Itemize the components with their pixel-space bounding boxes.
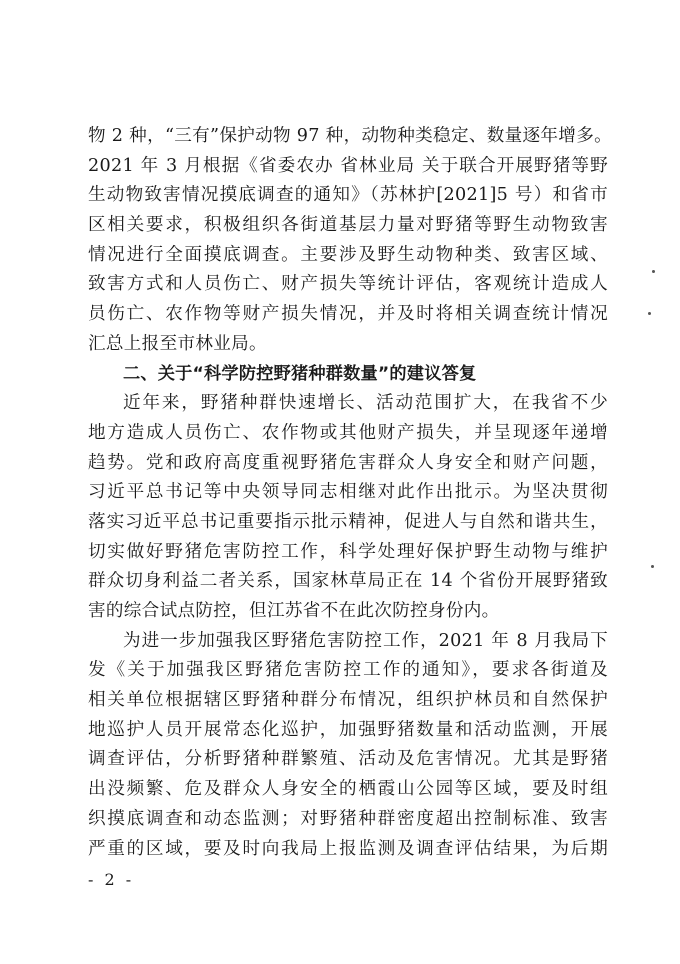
text-line: 群众切身利益二者关系，国家林草局正在 14 个省份开展野猪致 xyxy=(88,571,608,592)
text-line: 2021 年 3 月根据《省委农办 省林业局 关于联合开展野猪等野 xyxy=(88,155,608,176)
text-line: 为进一步加强我区野猪危害防控工作，2021 年 8 月我局下 xyxy=(123,630,608,651)
body-text xyxy=(88,122,612,864)
text-line: 调查评估，分析野猪种群繁殖、活动及危害情况。尤其是野猪 xyxy=(88,749,608,770)
text-line: 生动物致害情况摸底调查的通知》（苏林护[2021]5 号）和省市 xyxy=(88,185,608,206)
text-line: 出没频繁、危及群众人身安全的栖霞山公园等区域，要及时组 xyxy=(88,779,608,800)
text-line: 地方造成人员伤亡、农作物或其他财产损失，并呈现逐年递增 xyxy=(88,422,608,443)
page-number: - 2 - xyxy=(88,870,135,889)
text-line: 物 2 种，“三有”保护动物 97 种，动物种类稳定、数量逐年增多。 xyxy=(88,126,612,146)
text-line: 织摸底调查和动态监测；对野猪种群密度超出控制标准、致害 xyxy=(88,808,608,829)
text-line: 员伤亡、农作物等财产损失情况，并及时将相关调查统计情况 xyxy=(88,304,608,325)
text-line: 落实习近平总书记重要指示批示精神，促进人与自然和谐共生， xyxy=(88,511,608,532)
scan-speck xyxy=(652,270,655,273)
text-line: 趋势。党和政府高度重视野猪危害群众人身安全和财产问题， xyxy=(88,452,608,473)
text-line: 地巡护人员开展常态化巡护，加强野猪数量和活动监测，开展 xyxy=(88,719,608,740)
text-line: 区相关要求，积极组织各街道基层力量对野猪等野生动物致害 xyxy=(88,215,608,236)
scan-speck xyxy=(648,312,651,315)
text-line: 近年来，野猪种群快速增长、活动范围扩大，在我省不少 xyxy=(123,393,608,414)
text-line: 汇总上报至市林业局。 xyxy=(88,333,267,354)
text-line: 致害方式和人员伤亡、财产损失等统计评估，客观统计造成人 xyxy=(88,274,608,295)
text-line: 发《关于加强我区野猪危害防控工作的通知》，要求各街道及 xyxy=(88,660,608,681)
section-heading: 二、关于“科学防控野猪种群数量”的建议答复 xyxy=(123,363,477,384)
text-line: 严重的区域，要及时向我局上报监测及调查评估结果，为后期 xyxy=(88,838,608,859)
text-line: 切实做好野猪危害防控工作，科学处理好保护野生动物与维护 xyxy=(88,541,608,562)
text-line: 相关单位根据辖区野猪种群分布情况，组织护林员和自然保护 xyxy=(88,690,608,711)
text-line: 习近平总书记等中央领导同志相继对此作出批示。为坚决贯彻 xyxy=(88,482,608,503)
text-line: 害的综合试点防控，但江苏省不在此次防控身份内。 xyxy=(88,601,500,621)
scan-speck xyxy=(651,565,654,568)
text-line: 情况进行全面摸底调查。主要涉及野生动物种类、致害区域、 xyxy=(88,244,608,265)
